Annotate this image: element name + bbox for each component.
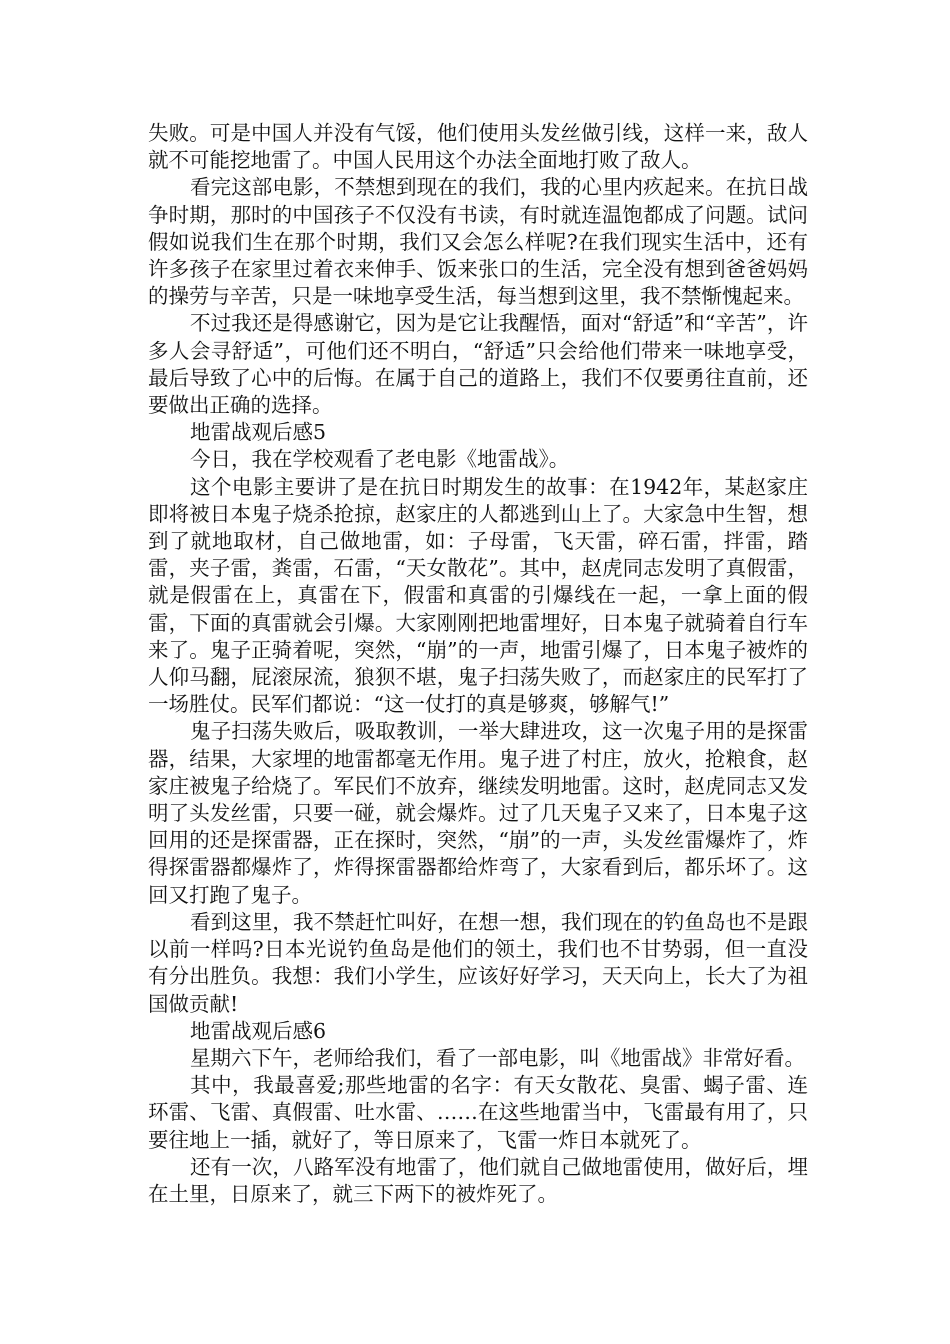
paragraph: 其中，我最喜爱;那些地雷的名字：有天女散花、臭雷、蝎子雷、连环雷、飞雷、真假雷、吐水雷、……在这些地雷当中，飞雷最有用了，只要往地上一插，就好了，等日原来了，飞雷一炸日本就死了。 — [148, 1073, 808, 1152]
paragraph: 看到这里，我不禁赶忙叫好，在想一想，我们现在的钓鱼岛也不是跟以前一样吗?日本光说钓鱼岛是他们的领土，我们也不甘势弱，但一直没有分出胜负。我想：我们小学生，应该好好学习，天天向上，长大了为祖国做贡献! — [148, 909, 808, 1016]
paragraph: 看完这部电影，不禁想到现在的我们，我的心里内疚起来。在抗日战争时期，那时的中国孩子不仅没有书读，有时就连温饱都成了问题。试问假如说我们生在那个时期，我们又会怎么样呢?在我们现实生活中，还有许多孩子在家里过着衣来伸手、饭来张口的生活，完全没有想到爸爸妈妈的操劳与辛苦，只是一味地享受生活，每当想到这里，我不禁惭愧起来。 — [148, 175, 808, 309]
paragraph-continuation: 失败。可是中国人并没有气馁，他们使用头发丝做引线，这样一来，敌人就不可能挖地雷了。中国人民用这个办法全面地打败了敌人。 — [148, 121, 808, 173]
document-body — [148, 120, 808, 1208]
section-heading-5: 地雷战观后感5 — [190, 420, 327, 445]
paragraph: 还有一次，八路军没有地雷了，他们就自己做地雷使用，做好后，埋在土里，日原来了，就三下两下的被炸死了。 — [148, 1154, 808, 1206]
section-heading-6: 地雷战观后感6 — [190, 1018, 327, 1043]
paragraph: 不过我还是得感谢它，因为是它让我醒悟，面对“舒适”和“辛苦”，许多人会寻舒适”，可他们还不明白，“舒适”只会给他们带来一味地享受，最后导致了心中的后悔。在属于自己的道路上，我们不仅要勇往直前，还要做出正确的选择。 — [148, 311, 808, 418]
paragraph: 这个电影主要讲了是在抗日时期发生的故事：在1942年，某赵家庄即将被日本鬼子烧杀抢掠，赵家庄的人都逃到山上了。大家急中生智，想到了就地取材，自己做地雷，如：子母雷，飞天雷，碎石雷，拌雷，踏雷，夹子雷，粪雷，石雷，“天女散花”。其中，赵虎同志发明了真假雷，就是假雷在上，真雷在下，假雷和真雷的引爆线在一起，一拿上面的假雷，下面的真雷就会引爆。大家刚刚把地雷埋好，日本鬼子就骑着自行车来了。鬼子正骑着呢，突然，“崩”的一声，地雷引爆了，日本鬼子被炸的人仰马翻，屁滚尿流，狼狈不堪，鬼子扫荡失败了，而赵家庄的民军打了一场胜仗。民军们都说：“这一仗打的真是够爽，够解气!” — [148, 474, 808, 717]
paragraph: 星期六下午，老师给我们，看了一部电影，叫《地雷战》非常好看。 — [190, 1045, 805, 1070]
paragraph: 今日，我在学校观看了老电影《地雷战》。 — [190, 447, 570, 472]
paragraph: 鬼子扫荡失败后，吸取教训，一举大肆进攻，这一次鬼子用的是探雷器，结果，大家埋的地雷都毫无作用。鬼子进了村庄，放火，抢粮食，赵家庄被鬼子给烧了。军民们不放弃，继续发明地雷。这时，赵虎同志又发明了头发丝雷，只要一碰，就会爆炸。过了几天鬼子又来了，日本鬼子这回用的还是探雷器，正在探时，突然，“崩”的一声，头发丝雷爆炸了，炸得探雷器都爆炸了，炸得探雷器都给炸弯了，大家看到后，都乐坏了。这回又打跑了鬼子。 — [148, 719, 808, 907]
